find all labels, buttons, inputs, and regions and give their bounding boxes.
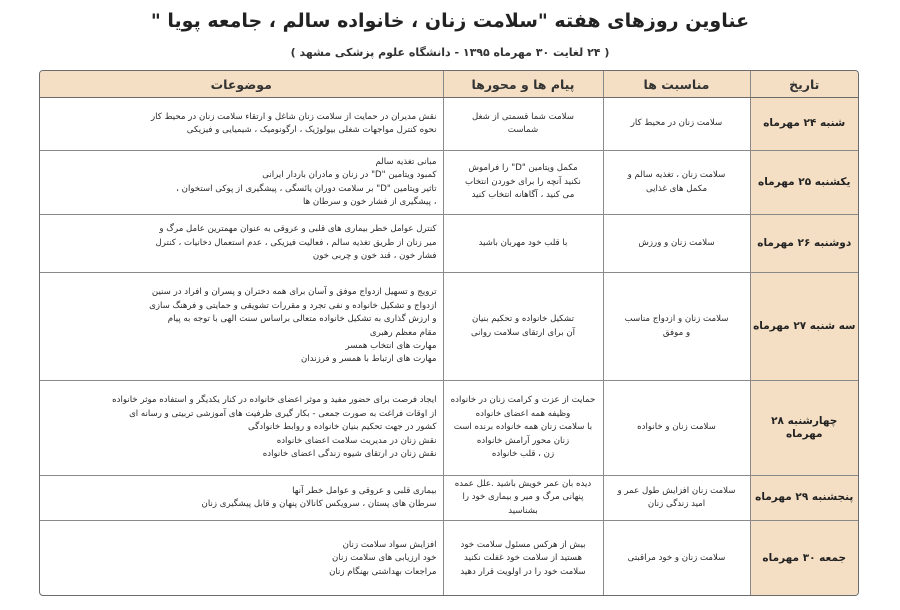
row-date: چهارشنبه ۲۸ مهرماه xyxy=(750,381,858,476)
row-occasion-line: مکمل های غذایی xyxy=(645,183,708,194)
row-message xyxy=(443,215,603,273)
row-occasion-line: امید زندگی زنان xyxy=(647,499,706,510)
row-message-line: بیش از هرکس مسئول سلامت خود xyxy=(460,539,586,550)
row-topics-line: نقش زنان در مدیریت سلامت اعضای خانواده xyxy=(276,435,437,446)
row-occasion-line: سلامت زنان و ازدواج مناسب xyxy=(624,314,729,325)
row-topics xyxy=(40,521,443,596)
table-body xyxy=(40,98,858,597)
row-topics xyxy=(40,151,443,215)
row-message-line: تشکیل خانواده و تحکیم بنیان xyxy=(472,314,574,325)
row-topics-line: خود ارزیابی های سلامت زنان xyxy=(332,553,437,564)
row-message-line: زنان محور آرامش خانواده xyxy=(476,435,570,446)
row-message-line: با سلامت زنان همه خانواده برنده است xyxy=(453,422,593,433)
row-occasion xyxy=(603,151,750,215)
row-occasion-line: سلامت زنان ، تغذیه سالم و xyxy=(627,170,726,181)
row-topics-line: مبانی تغذیه سالم xyxy=(375,156,437,167)
row-message xyxy=(443,476,603,521)
table-row xyxy=(40,151,858,215)
row-topics-line: ، پیشگیری از فشار خون و سرطان ها xyxy=(302,196,437,207)
schedule-table xyxy=(40,71,858,596)
row-message-line: با قلب خود مهربان باشید xyxy=(478,237,568,248)
row-occasion-line: سلامت زنان افزایش طول عمر و xyxy=(617,485,736,496)
row-message xyxy=(443,98,603,151)
row-topics-line: مهارت های ارتباط با همسر و فرزندان xyxy=(301,354,437,365)
page-subtitle: ( ۲۴ لغایت ۳۰ مهرماه ۱۳۹۵ - دانشگاه علوم پزشکی مشهد ) xyxy=(290,46,610,59)
row-date: جمعه ۳۰ مهرماه xyxy=(750,521,858,596)
row-message xyxy=(443,151,603,215)
header-topics: موضوعات xyxy=(40,71,443,98)
row-occasion-line: سلامت زنان در محیط کار xyxy=(630,118,723,129)
row-message xyxy=(443,381,603,476)
row-occasion xyxy=(603,381,750,476)
table-header-row xyxy=(40,71,858,98)
row-topics-line: بیماری قلبی و عروقی و عوامل خطر آنها xyxy=(292,485,437,496)
row-message-line: هستید از سلامت خود غفلت نکنید xyxy=(463,553,582,564)
row-occasion-line: سلامت زنان و خود مراقبتی xyxy=(627,553,726,564)
header-date: تاریخ xyxy=(750,71,858,98)
table-row xyxy=(40,476,858,521)
table-row xyxy=(40,98,858,151)
row-topics-line: ایجاد فرصت برای حضور مفید و موثر اعضای خانواده در کنار یکدیگر و استفاده موثر خانواده xyxy=(112,395,437,406)
row-message-line: پنهانی مرگ و میر و بیماری خود را بشناسید xyxy=(462,492,584,516)
row-topics-line: نحوه کنترل مواجهات شغلی بیولوژیک ، ارگونومیک ، شیمیایی و فیزیکی xyxy=(186,125,437,135)
row-topics-line: میر زنان از طریق تغذیه سالم ، فعالیت فیزیکی ، عدم استعمال دخانیات ، کنترل xyxy=(155,237,437,248)
row-topics xyxy=(40,215,443,273)
row-message-line: نکنید آنچه را برای خوردن انتخاب xyxy=(465,176,581,187)
header-message: پیام ها و محورها xyxy=(443,71,603,98)
row-date: یکشنبه ۲۵ مهرماه xyxy=(750,151,858,215)
row-occasion xyxy=(603,98,750,151)
row-topics-line: فشار خون ، قند خون و چربی خون xyxy=(312,251,437,262)
row-topics-line: از اوقات فراغت به صورت جمعی - بکار گیری ظرفیت های آموزشی تربیتی و رسانه ای xyxy=(129,408,437,419)
row-topics-line: و ارزش گذاری به تشکیل خانواده متعالی براساس سنت الهی با توجه به پیام xyxy=(167,314,437,325)
row-occasion-line: سلامت زنان و خانواده xyxy=(637,422,716,433)
row-topics-line: مراجعات بهداشتی بهنگام زنان xyxy=(329,566,437,577)
row-message-line: دیده بان عمر خویش باشید .علل عمده xyxy=(454,479,592,489)
row-message-line: حمایت از عزت و کرامت زنان در خانواده xyxy=(450,395,596,406)
row-occasion xyxy=(603,215,750,273)
row-occasion-line: سلامت زنان و ورزش xyxy=(638,237,715,248)
row-message-line: می کنید ، آگاهانه انتخاب کنید xyxy=(471,190,575,201)
row-topics xyxy=(40,381,443,476)
row-date: دوشنبه ۲۶ مهرماه xyxy=(750,215,858,273)
row-occasion-line: و موفق xyxy=(662,327,691,338)
row-occasion xyxy=(603,521,750,596)
row-topics-line: مقام معظم رهبری xyxy=(369,327,437,338)
row-topics-line: سرطان های پستان ، سرویکس کانالان پنهان و قابل پیشگیری زنان xyxy=(201,499,437,510)
row-message-line: آن برای ارتقای سلامت روانی xyxy=(470,327,576,338)
row-message xyxy=(443,521,603,596)
row-topics-line: نقش مدیران در حمایت از سلامت زنان شاغل و ارتقاء سلامت زنان در محیط کار xyxy=(151,111,437,122)
row-topics xyxy=(40,273,443,381)
row-topics-line: کمبود ویتامین "D" در زنان و مادران باردار ایرانی xyxy=(262,170,437,181)
row-topics-line: کشور در جهت تحکیم بنیان خانواده و روابط خانوادگی xyxy=(248,422,437,433)
table-row xyxy=(40,381,858,476)
row-message-line: سلامت خود را در اولویت قرار دهید xyxy=(460,566,586,577)
row-topics-line: نقش زنان در ارتقای شیوه زندگی اعضای خانواده xyxy=(262,449,437,460)
table-row xyxy=(40,273,858,381)
row-message-line: سلامت شما قسمتی از شغل xyxy=(472,111,574,122)
row-message xyxy=(443,273,603,381)
row-date: سه شنبه ۲۷ مهرماه xyxy=(750,273,858,381)
row-topics-line: تاثیر ویتامین "D" بر سلامت دوران یائسگی ، پیشگیری از پوکی استخوان ، xyxy=(176,183,437,194)
table-row xyxy=(40,521,858,596)
row-message-line: مکمل ویتامین "D" را فراموش xyxy=(468,163,578,174)
row-topics-line: مهارت های انتخاب همسر xyxy=(345,340,437,351)
row-topics-line: افزایش سواد سلامت زنان xyxy=(342,539,437,550)
row-date: شنبه ۲۴ مهرماه xyxy=(750,98,858,151)
row-topics-line: ترویج و تسهیل ازدواج موفق و آسان برای همه دختران و پسران و افراد در سنین xyxy=(151,287,437,298)
table-row xyxy=(40,215,858,273)
row-topics xyxy=(40,476,443,521)
row-topics-line: کنترل عوامل خطر بیماری های قلبی و عروقی به عنوان مهمترین عامل مرگ و xyxy=(159,224,437,235)
row-message-line: زن ، قلب خانواده xyxy=(491,449,555,460)
row-message-line: وظیفه همه اعضای خانواده xyxy=(475,408,571,419)
page-title: عناوین روزهای هفته "سلامت زنان ، خانواده سالم ، جامعه پویا " xyxy=(150,10,750,32)
row-message-line: شماست xyxy=(507,125,539,135)
schedule-frame xyxy=(39,70,859,596)
row-occasion xyxy=(603,273,750,381)
row-date: پنجشنبه ۲۹ مهرماه xyxy=(750,476,858,521)
header-occasion: مناسبت ها xyxy=(603,71,750,98)
row-occasion xyxy=(603,476,750,521)
row-topics xyxy=(40,98,443,151)
row-topics-line: ازدواج و تشکیل خانواده و نفی تجرد و مقررات تشویقی و حمایتی و فرهنگ سازی xyxy=(149,300,437,311)
